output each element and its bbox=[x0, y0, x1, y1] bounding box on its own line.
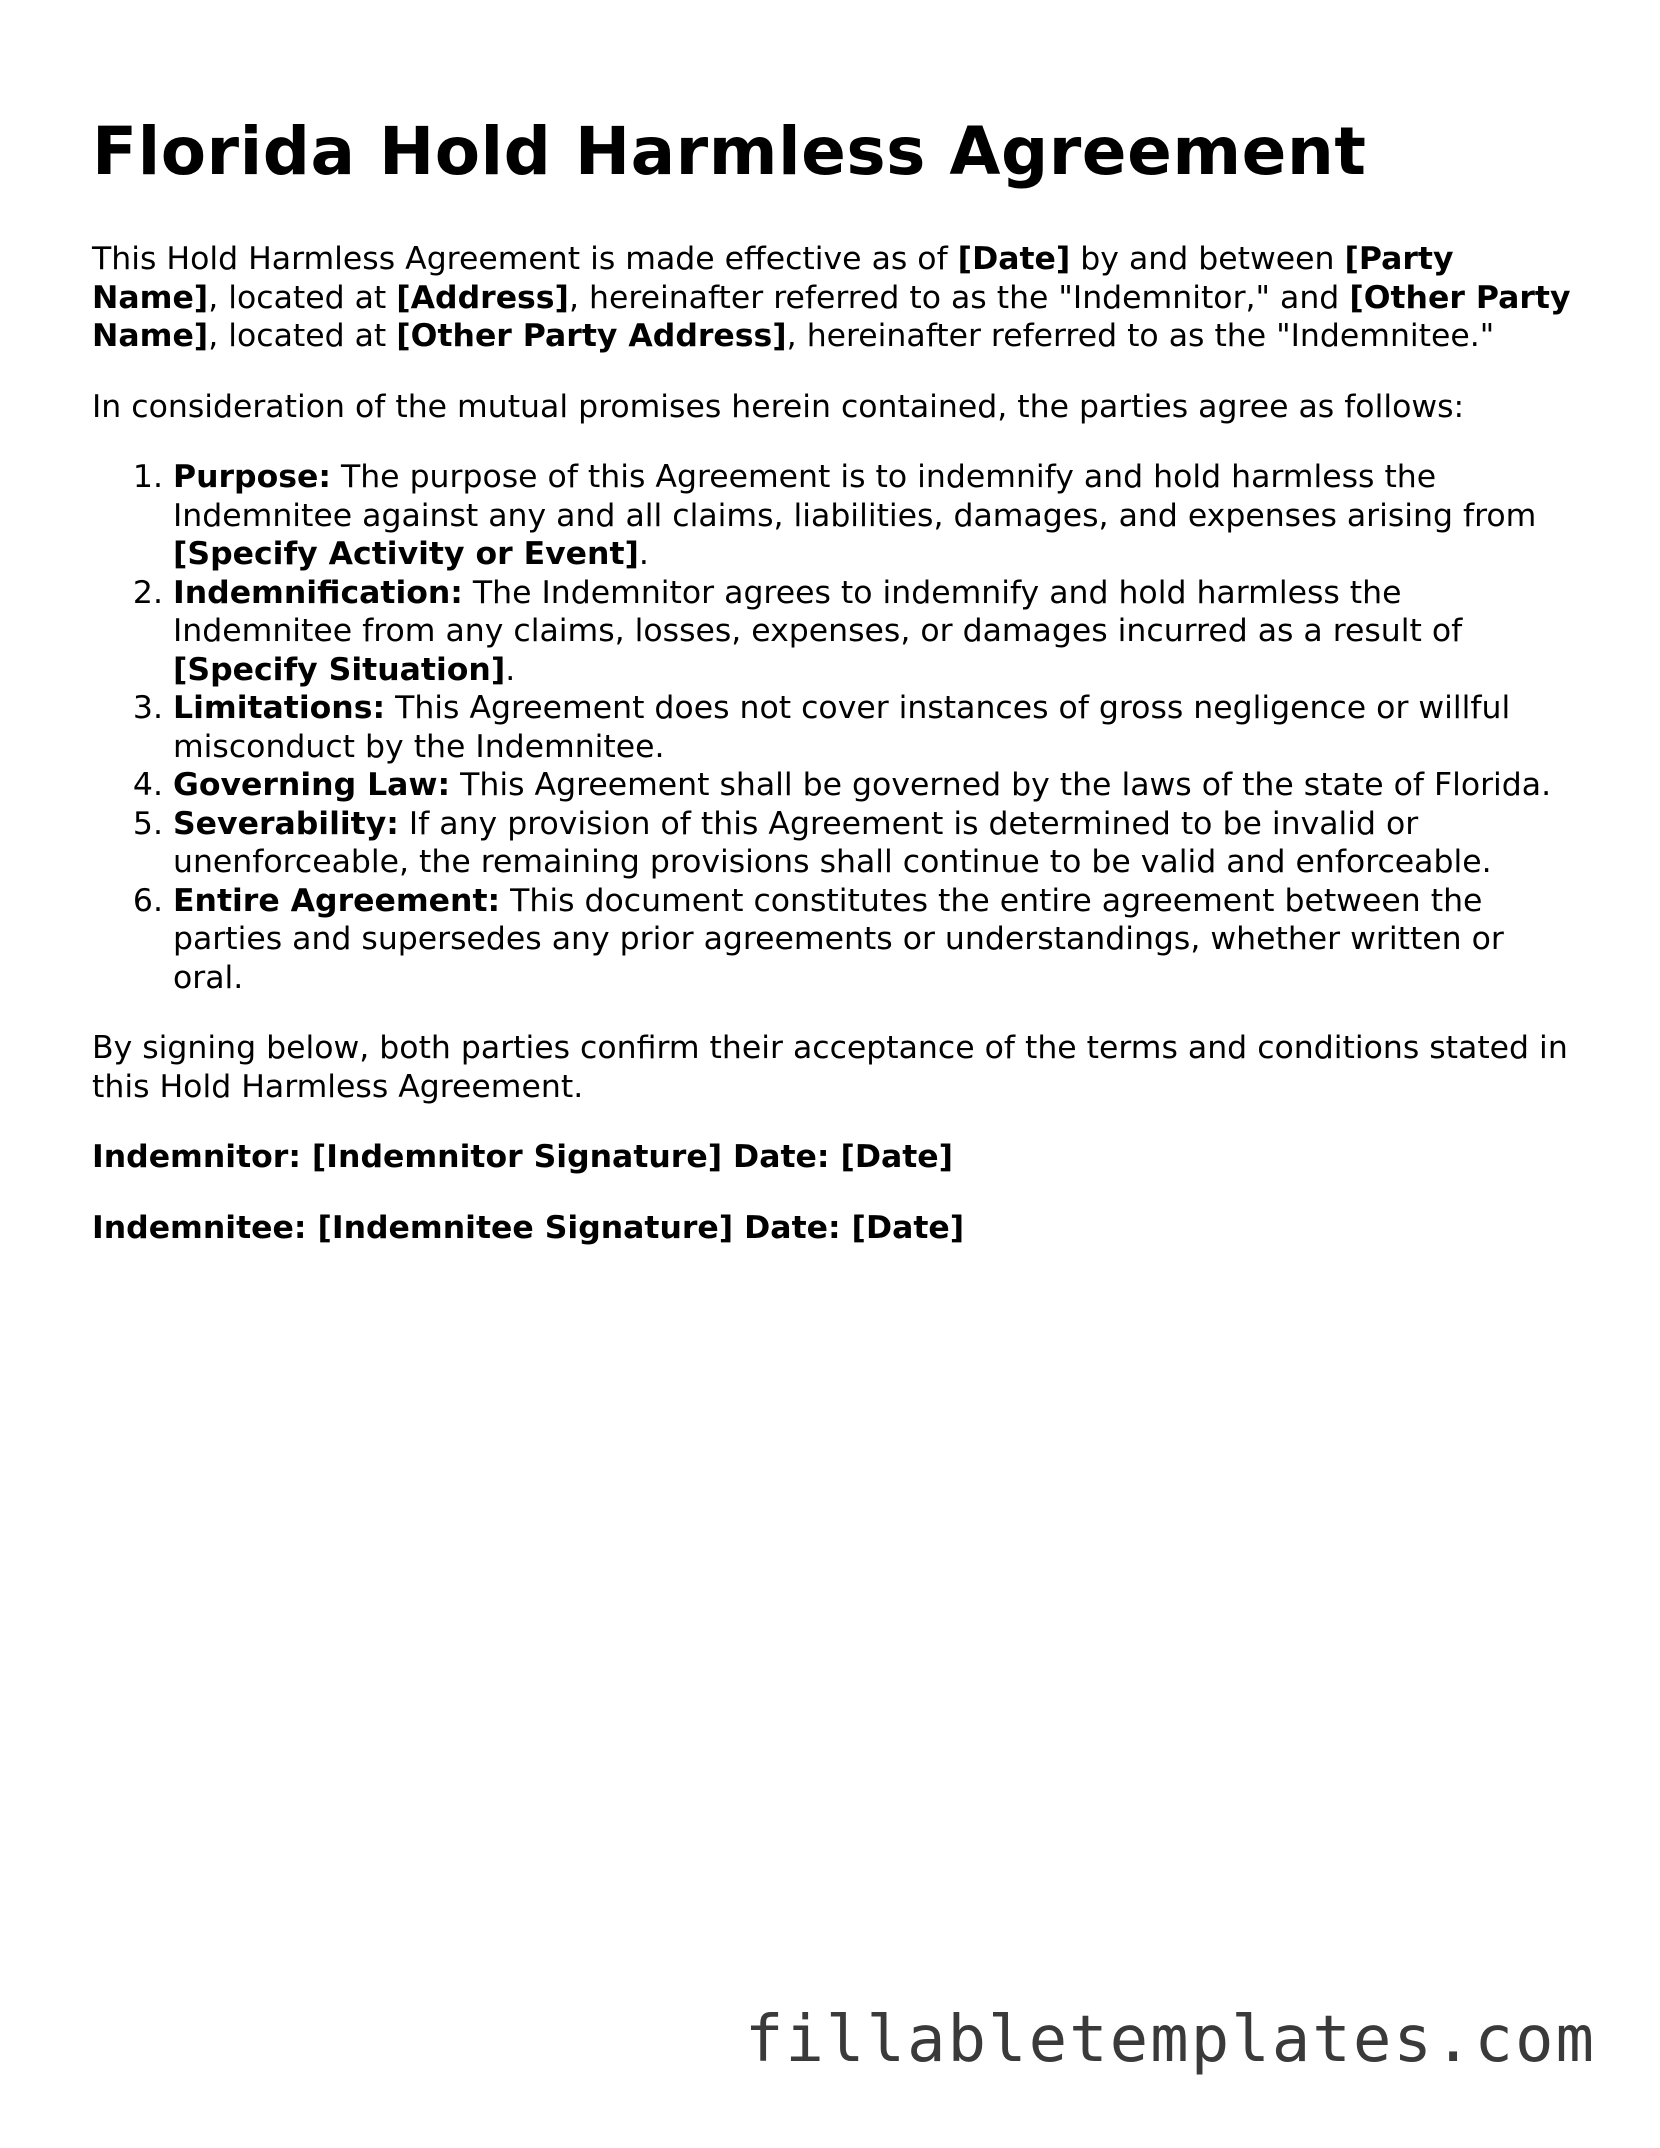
clause-item-severability bbox=[173, 805, 1582, 882]
consideration-paragraph: In consideration of the mutual promises herein contained, the parties agree as follows: bbox=[92, 388, 1465, 425]
clause-heading: Entire Agreement: bbox=[173, 882, 501, 919]
indemnitor-signature-line: Indemnitor: [Indemnitor Signature] Date: [Date] bbox=[92, 1139, 954, 1175]
clause-text: The purpose of this Agreement is to indemnify and hold harmless the Indemnitee against any and all claims, liabilities, damages, and expenses arising from bbox=[173, 459, 1537, 534]
watermark: fillabletemplates.com bbox=[744, 2003, 1596, 2077]
clause-placeholder: [Specify Situation] bbox=[173, 651, 506, 688]
clause-heading: Governing Law: bbox=[173, 767, 451, 803]
page-title: Florida Hold Harmless Agreement bbox=[92, 113, 1367, 190]
clause-item-purpose bbox=[173, 458, 1582, 574]
intro-text-3: , located at bbox=[208, 279, 397, 316]
clause-tail: . bbox=[638, 536, 649, 572]
other-party-name-placeholder: [Other Party Name] bbox=[92, 279, 1571, 354]
clause-item-indemnification bbox=[173, 574, 1582, 690]
address-placeholder: [Address] bbox=[396, 279, 569, 316]
other-party-address-placeholder: [Other Party Address] bbox=[396, 318, 787, 354]
clause-text: This document constitutes the entire agreement between the parties and supersedes any prior agreements or understandings, whether written or oral. bbox=[173, 882, 1504, 996]
clause-list bbox=[92, 458, 1582, 997]
effective-date-placeholder: [Date] bbox=[957, 241, 1071, 277]
clause-text: This Agreement does not cover instances of gross negligence or willful misconduct by the Indemnitee. bbox=[173, 690, 1511, 765]
clause-placeholder: [Specify Activity or Event] bbox=[173, 536, 639, 572]
clause-heading: Purpose: bbox=[173, 459, 331, 495]
document-page bbox=[92, 112, 1582, 1279]
clause-heading: Limitations: bbox=[173, 690, 386, 726]
intro-paragraph bbox=[92, 240, 1582, 356]
intro-text-5: , located at bbox=[208, 318, 397, 354]
intro-text-1: This Hold Harmless Agreement is made effective as of bbox=[92, 241, 958, 277]
clause-tail: . bbox=[505, 651, 516, 688]
intro-text-6: , hereinafter referred to as the "Indemnitee." bbox=[786, 318, 1495, 354]
party-name-placeholder: [Party Name] bbox=[92, 241, 1454, 316]
clause-item-limitations bbox=[173, 689, 1582, 766]
intro-text-4: , hereinafter referred to as the "Indemnitor," and bbox=[568, 279, 1350, 316]
clause-heading: Indemnification: bbox=[173, 574, 463, 611]
clause-text: This Agreement shall be governed by the laws of the state of Florida. bbox=[450, 767, 1552, 803]
clause-text: If any provision of this Agreement is determined to be invalid or unenforceable, the remaining provisions shall continue to be valid and enforceable. bbox=[173, 805, 1492, 880]
clause-heading: Severability: bbox=[173, 805, 399, 842]
indemnitee-signature-line: Indemnitee: [Indemnitee Signature] Date: [Date] bbox=[92, 1209, 965, 1246]
closing-paragraph: By signing below, both parties confirm their acceptance of the terms and conditions stated in this Hold Harmless Agreement. bbox=[92, 1030, 1568, 1105]
clause-item-governing-law bbox=[173, 766, 1582, 805]
clause-text: The Indemnitor agrees to indemnify and hold harmless the Indemnitee from any claims, losses, expenses, or damages incurred as a result of bbox=[173, 574, 1463, 649]
clause-item-entire-agreement bbox=[173, 882, 1582, 998]
intro-text-2: by and between bbox=[1070, 241, 1345, 277]
